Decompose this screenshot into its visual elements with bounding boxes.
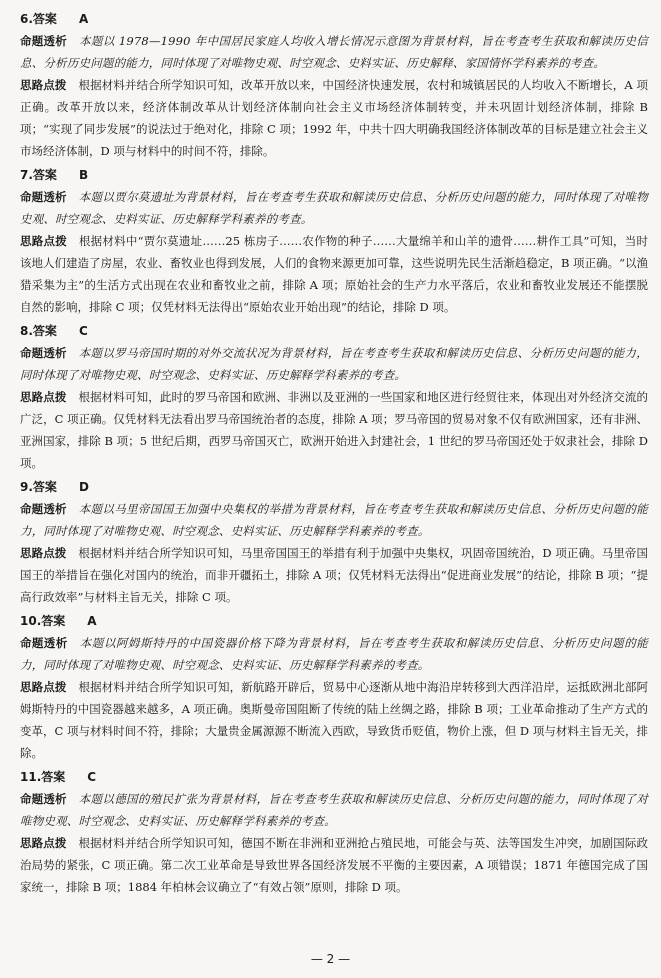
analysis-text: 本题以德国的殖民扩张为背景材料，旨在考查考生获取和解读历史信息、分析历史问题的能力，同时体现了对唯物史观、时空观念、史料实证、历史解释学科素养的考查。 bbox=[20, 792, 648, 828]
analysis-text: 本题以贾尔莫遗址为背景材料，旨在考查考生获取和解读历史信息、分析历史问题的能力，同时体现了对唯物史观、时空观念、史料实证、历史解释学科素养的考查。 bbox=[20, 190, 648, 226]
question-number: 10. bbox=[20, 614, 42, 628]
analysis-paragraph bbox=[20, 632, 648, 676]
hint-label: 思路点拨 bbox=[20, 680, 67, 694]
question-number: 8. bbox=[20, 324, 33, 338]
answer-label: 答案 bbox=[32, 324, 57, 338]
question-6 bbox=[20, 8, 648, 162]
answer-value: C bbox=[87, 770, 97, 784]
answer-value: A bbox=[87, 614, 97, 628]
hint-text: 根据材料并结合所学知识可知，德国不断在非洲和亚洲抢占殖民地，可能会与英、法等国发生冲突，加剧国际政治局势的紧张，C 项正确。第二次工业革命是导致世界各国经济发展不平衡的主要因素，A 项错误；1871 年德国完成了国家统一，排除 B 项；1884 年柏林会议确立了“有效占领”原则，排除 D 项。 bbox=[20, 836, 648, 894]
question-header bbox=[20, 610, 648, 632]
analysis-label: 命题透析 bbox=[20, 346, 67, 360]
analysis-paragraph bbox=[20, 30, 648, 74]
hint-paragraph bbox=[20, 676, 648, 764]
hint-text: 根据材料中“贾尔莫遗址……25 栋房子……农作物的种子……大量绵羊和山羊的遗骨……耕作工具”可知，当时该地人们建造了房屋，农业、畜牧业也得到发展，人们的食物来源更加可靠，这些说明先民生活渐趋稳定，B 项正确。“以渔猎采集为主”的生活方式出现在农业和畜牧业之前，排除 A 项；原始社会的生产力水平落后，农业和畜牧业发展还不能摆脱自然的影响，排除 C 项；仅凭材料无法得出“原始农业开始出现”的结论，排除 D 项。 bbox=[20, 234, 649, 314]
analysis-paragraph bbox=[20, 342, 648, 386]
analysis-label: 命题透析 bbox=[20, 34, 67, 48]
hint-paragraph bbox=[20, 832, 648, 898]
hint-paragraph bbox=[20, 386, 648, 474]
answer-value: D bbox=[78, 480, 89, 494]
answer-label: 答案 bbox=[32, 168, 57, 182]
question-header bbox=[20, 8, 648, 30]
question-11 bbox=[20, 766, 648, 898]
question-number: 7. bbox=[20, 168, 33, 182]
hint-text: 根据材料并结合所学知识可知，马里帝国国王的举措有利于加强中央集权，巩固帝国统治，D 项正确。马里帝国国王的举措旨在强化对国内的统治，而非开疆拓土，排除 A 项；仅凭材料无法得出“促进商业发展”的结论，排除 B 项；“提高行政效率”与材料主旨无关，排除 C 项。 bbox=[20, 546, 649, 604]
hint-text: 根据材料并结合所学知识可知，改革开放以来，中国经济快速发展，农村和城镇居民的人均收入不断增长，A 项正确。改革开放以来，经济体制改革从计划经济体制向社会主义市场经济体制转变，并未巩固计划经济体制，排除 B 项；“实现了同步发展”的说法过于绝对化，排除 C 项；1992 年，中共十四大明确我国经济体制改革的目标是建立社会主义市场经济体制，D 项与材料中的时间不符，排除。 bbox=[20, 78, 648, 158]
question-10 bbox=[20, 610, 648, 764]
hint-label: 思路点拨 bbox=[20, 546, 67, 560]
hint-paragraph bbox=[20, 230, 648, 318]
question-header bbox=[20, 320, 648, 342]
question-header bbox=[20, 476, 648, 498]
analysis-label: 命题透析 bbox=[20, 636, 68, 650]
question-header bbox=[20, 164, 648, 186]
question-number: 6. bbox=[20, 12, 33, 26]
analysis-text: 本题以罗马帝国时期的对外交流状况为背景材料，旨在考查考生获取和解读历史信息、分析历史问题的能力，同时体现了对唯物史观、时空观念、史料实证、历史解释学科素养的考查。 bbox=[20, 346, 648, 382]
answer-value: B bbox=[78, 168, 89, 182]
analysis-label: 命题透析 bbox=[20, 792, 67, 806]
question-number: 11. bbox=[20, 770, 42, 784]
question-number: 9. bbox=[20, 480, 33, 494]
question-9 bbox=[20, 476, 648, 608]
hint-paragraph bbox=[20, 542, 648, 608]
question-8 bbox=[20, 320, 648, 474]
hint-label: 思路点拨 bbox=[20, 836, 67, 850]
analysis-text: 本题以阿姆斯特丹的中国瓷器价格下降为背景材料，旨在考查考生获取和解读历史信息、分析历史问题的能力，同时体现了对唯物史观、时空观念、史料实证、历史解释学科素养的考查。 bbox=[20, 636, 648, 672]
analysis-paragraph bbox=[20, 498, 648, 542]
hint-label: 思路点拨 bbox=[20, 390, 67, 404]
answer-value: A bbox=[78, 12, 89, 26]
question-7 bbox=[20, 164, 648, 318]
analysis-text: 本题以 1978—1990 年中国居民家庭人均收入增长情况示意图为背景材料，旨在考查考生获取和解读历史信息、分析历史问题的能力，同时体现了对唯物史观、时空观念、史料实证、历史解释、家国情怀学科素养的考查。 bbox=[20, 34, 648, 70]
answer-page bbox=[20, 8, 648, 900]
hint-label: 思路点拨 bbox=[20, 234, 67, 248]
question-header bbox=[20, 766, 648, 788]
analysis-text: 本题以马里帝国国王加强中央集权的举措为背景材料，旨在考查考生获取和解读历史信息、分析历史问题的能力，同时体现了对唯物史观、时空观念、史料实证、历史解释学科素养的考查。 bbox=[20, 502, 648, 538]
hint-paragraph bbox=[20, 74, 648, 162]
answer-value: C bbox=[78, 324, 88, 338]
analysis-paragraph bbox=[20, 186, 648, 230]
hint-text: 根据材料可知，此时的罗马帝国和欧洲、非洲以及亚洲的一些国家和地区进行经贸往来，体现出对外经济交流的广泛，C 项正确。仅凭材料无法看出罗马帝国统治者的态度，排除 A 项；罗马帝国的贸易对象不仅有欧洲国家，还有非洲、亚洲国家，排除 B 项；5 世纪后期，西罗马帝国灭亡，欧洲开始进入封建社会，1 世纪的罗马帝国还处于奴隶社会，排除 D 项。 bbox=[20, 390, 648, 470]
hint-label: 思路点拨 bbox=[20, 78, 67, 92]
analysis-label: 命题透析 bbox=[20, 190, 67, 204]
analysis-label: 命题透析 bbox=[20, 502, 67, 516]
answer-label: 答案 bbox=[41, 614, 66, 628]
hint-text: 根据材料并结合所学知识可知，新航路开辟后，贸易中心逐渐从地中海沿岸转移到大西洋沿岸，运抵欧洲北部阿姆斯特丹的中国瓷器越来越多，A 项正确。奥斯曼帝国阻断了传统的陆上丝绸之路，排除 B 项；工业革命推动了生产方式的变革，C 项与材料时间不符，排除；大量贵金属源源不断流入西欧，导致货币贬值，物价上涨，但 D 项与材料主旨无关，排除。 bbox=[20, 680, 648, 760]
page-number: — 2 — bbox=[310, 952, 351, 966]
answer-label: 答案 bbox=[32, 12, 57, 26]
answer-label: 答案 bbox=[41, 770, 66, 784]
answer-label: 答案 bbox=[32, 480, 57, 494]
analysis-paragraph bbox=[20, 788, 648, 832]
